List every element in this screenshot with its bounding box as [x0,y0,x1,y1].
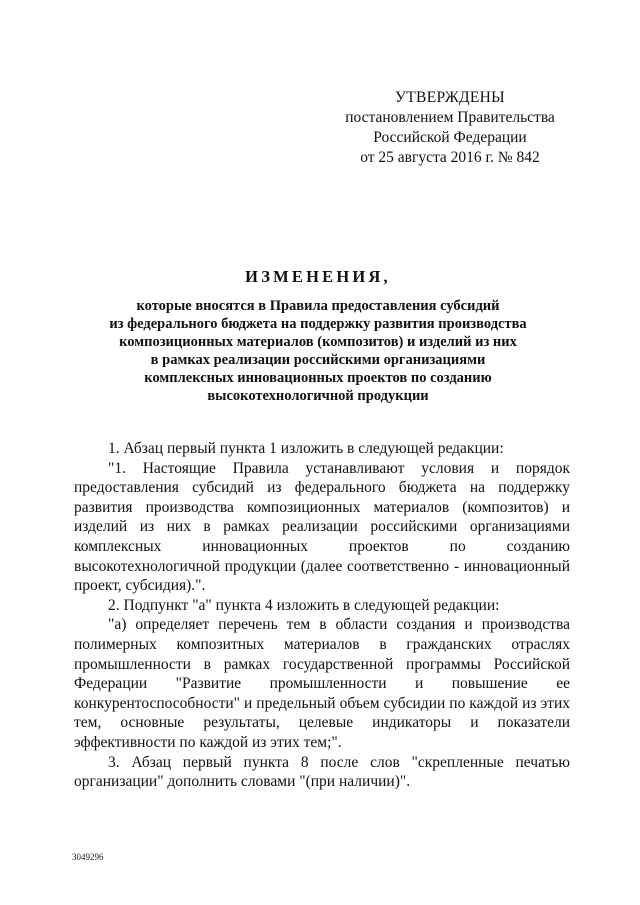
document-title-block [60,267,576,405]
paragraph-quote-1: "1. Настоящие Правила устанавливают условия и порядок предоставления субсидий из федерального бюджета на поддержку развития производства композиционных материалов (композитов) и изделий из них в рамках реализации российскими организациями комплексных инновационных проектов по созданию высокотехнологичной продукции (далее соответственно - инновационный проект, субсидия).". [74,459,570,595]
approval-line-federation: Российской Федерации [373,129,527,146]
approval-stamp: УТВЕРЖДЕНЫ [395,89,505,106]
document-code: 3049296 [72,852,104,862]
paragraph-quote-2: "а) определяет перечень тем в области создания и производства полимерных композитных материалов в гражданских отраслях промышленности в рамках государственной программы Российской Федерации "Развитие промышленности и повышение ее конкурентоспособности" и предельный объем субсидии по каждой из этих тем, основные результаты, целевые индикаторы и показатели эффективности по каждой из этих тем;". [74,616,570,751]
subtitle-line: композиционных материалов (композитов) и изделий из них [119,334,517,350]
paragraph-item-2: 2. Подпункт "а" пункта 4 изложить в следующей редакции: [108,596,500,614]
approval-line-decree: постановлением Правительства [345,109,555,126]
subtitle-line: комплексных инновационных проектов по созданию [144,370,492,386]
paragraph-item-1: 1. Абзац первый пункта 1 изложить в следующей редакции: [108,440,504,457]
approval-block [330,88,570,168]
document-heading: ИЗМЕНЕНИЯ, [245,267,391,286]
subtitle-line: которые вносятся в Правила предоставления субсидий [136,298,500,314]
approval-line-date-number: от 25 августа 2016 г. № 842 [360,149,540,166]
subtitle-line: из федерального бюджета на поддержку развития производства [109,316,527,332]
document-body [74,439,570,792]
paragraph-item-3: 3. Абзац первый пункта 8 после слов "скрепленные печатью организации" дополнить словами "(при наличии)". [74,753,570,791]
subtitle-line: в рамках реализации российскими организациями [150,352,486,368]
subtitle-line: высокотехнологичной продукции [207,388,429,404]
